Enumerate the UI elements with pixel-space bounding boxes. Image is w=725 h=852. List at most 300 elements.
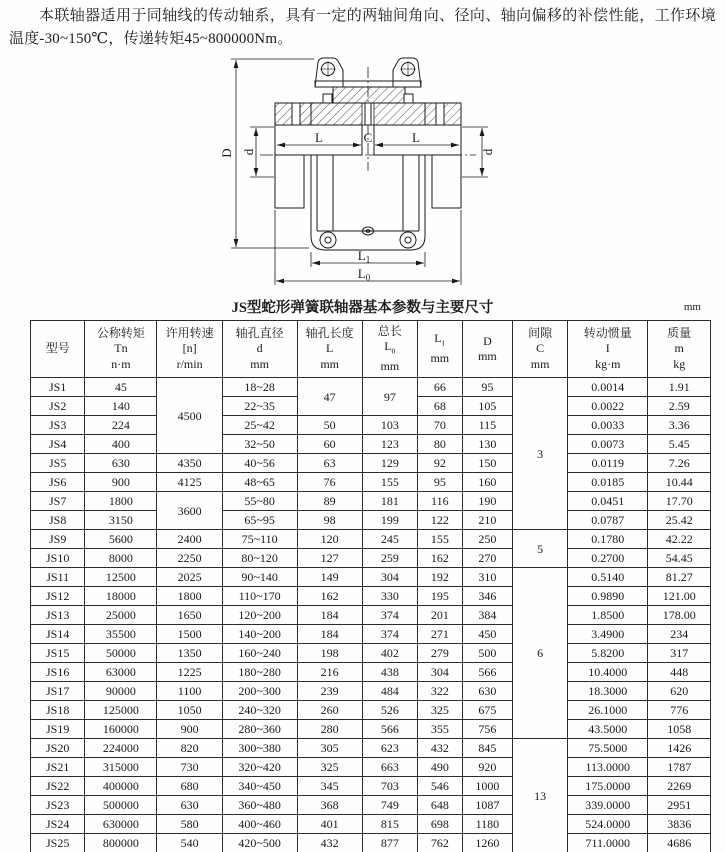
table-cell: JS12 [31,587,85,606]
table-cell: 129 [362,454,417,473]
table-row [31,454,711,473]
table-cell: 260 [297,701,362,720]
table-cell: JS8 [31,511,85,530]
table-cell: 92 [417,454,462,473]
table-cell: 150 [462,454,512,473]
table-row [31,644,711,663]
table-cell: 68 [417,397,462,416]
spec-table-head [31,321,711,378]
table-cell: 76 [297,473,362,492]
table-cell: 8000 [85,549,157,568]
spec-table [30,320,711,852]
table-cell: 55~80 [222,492,297,511]
table-cell: JS16 [31,663,85,682]
table-cell: JS21 [31,758,85,777]
table-cell: 13 [513,739,568,852]
table-cell: 3150 [85,511,157,530]
table-cell: 279 [417,644,462,663]
table-row [31,777,711,796]
table-cell: 877 [362,834,417,852]
table-row [31,473,711,492]
table-row [31,739,711,758]
table-cell: 815 [362,815,417,834]
table-cell: 280 [297,720,362,739]
right-hub-lower [432,155,461,208]
table-cell: JS10 [31,549,85,568]
table-cell: JS5 [31,454,85,473]
table-row [31,530,711,549]
table-cell: 5600 [85,530,157,549]
table-cell: 105 [462,397,512,416]
table-cell: 339.0000 [568,796,648,815]
table-cell: 623 [362,739,417,758]
table-cell: JS25 [31,834,85,852]
table-cell: 271 [417,625,462,644]
table-row [31,796,711,815]
table-row [31,492,711,511]
table-cell: 730 [157,758,222,777]
table-cell: 776 [648,701,711,720]
table-row [31,587,711,606]
table-cell: 120~200 [222,606,297,625]
coupling-drawing [176,53,544,298]
table-cell: 4350 [157,454,222,473]
table-cell: JS24 [31,815,85,834]
table-cell: 3836 [648,815,711,834]
table-cell: 1000 [462,777,512,796]
table-cell: 130 [462,435,512,454]
table-cell: JS14 [31,625,85,644]
column-header: 总长 $L_0$ mm [362,321,417,378]
left-cover-bolt [323,94,332,103]
table-cell: 75~110 [222,530,297,549]
table-cell: 240~320 [222,701,297,720]
table-cell: 1787 [648,758,711,777]
table-cell: 75.5000 [568,739,648,758]
table-cell: 360~480 [222,796,297,815]
table-cell: JS20 [31,739,85,758]
table-cell: 500000 [85,796,157,815]
table-cell: 4500 [157,378,222,454]
spring-cover [333,87,405,103]
table-cell: 630 [85,454,157,473]
table-cell: 630 [157,796,222,815]
table-cell: 900 [85,473,157,492]
left-bolt [320,232,336,248]
table-cell: 195 [417,587,462,606]
table-cell: 18.3000 [568,682,648,701]
table-cell: 920 [462,758,512,777]
table-cell: JS22 [31,777,85,796]
table-cell: 125000 [85,701,157,720]
table-cell: 0.0185 [568,473,648,492]
spec-table-body [31,378,711,852]
table-cell: 1800 [157,587,222,606]
table-row [31,625,711,644]
table-cell: 711.0000 [568,834,648,852]
table-title: JS型蛇形弹簧联轴器基本参数与主要尺寸 [231,300,494,316]
table-cell: 648 [417,796,462,815]
table-cell: 90000 [85,682,157,701]
table-cell: 1426 [648,739,711,758]
table-row [31,663,711,682]
table-cell: 198 [297,644,362,663]
table-cell: 22~35 [222,397,297,416]
dim-label-L-right: L [412,130,420,145]
table-row [31,815,711,834]
table-cell: 762 [417,834,462,852]
table-cell: 160 [462,473,512,492]
dim-label-L-left: L [315,130,323,145]
table-cell: 210 [462,511,512,530]
table-cell: 1087 [462,796,512,815]
table-cell: 81.27 [648,568,711,587]
table-cell: 540 [157,834,222,852]
table-cell: JS4 [31,435,85,454]
table-cell: 546 [417,777,462,796]
table-row [31,720,711,739]
left-hub-lower [275,155,304,208]
column-header: $L_1$ mm [417,321,462,378]
table-cell: 0.2700 [568,549,648,568]
column-header: 公称转矩 Tn n·m [85,321,157,378]
table-cell: 703 [362,777,417,796]
table-cell: 448 [648,663,711,682]
table-cell: JS2 [31,397,85,416]
dim-label-d-right: d [480,148,495,156]
table-row [31,435,711,454]
table-cell: JS1 [31,378,85,397]
table-cell: 4125 [157,473,222,492]
table-cell: 155 [417,530,462,549]
table-cell: 192 [417,568,462,587]
table-row [31,701,711,720]
table-cell: 698 [417,815,462,834]
table-cell: 340~450 [222,777,297,796]
table-cell: 5.8200 [568,644,648,663]
table-cell: 630000 [85,815,157,834]
table-cell: 322 [417,682,462,701]
table-cell: 123 [362,435,417,454]
table-cell: 259 [362,549,417,568]
table-cell: 175.0000 [568,777,648,796]
table-cell: 1058 [648,720,711,739]
table-row [31,511,711,530]
table-cell: JS19 [31,720,85,739]
table-cell: 5.45 [648,435,711,454]
right-bolt [400,232,416,248]
table-cell: 155 [362,473,417,492]
table-cell: 250 [462,530,512,549]
table-title-row [0,299,725,317]
table-cell: 1500 [157,625,222,644]
table-cell: 1.91 [648,378,711,397]
table-cell: 756 [462,720,512,739]
table-cell: 402 [362,644,417,663]
table-cell: 5 [513,530,568,568]
table-row [31,606,711,625]
table-cell: 160000 [85,720,157,739]
table-cell: 89 [297,492,362,511]
table-cell: 0.0033 [568,416,648,435]
table-cell: 1.8500 [568,606,648,625]
table-cell: 0.0014 [568,378,648,397]
table-cell: 63000 [85,663,157,682]
table-cell: 245 [362,530,417,549]
dim-label-C: C [363,130,373,145]
table-cell: 7.26 [648,454,711,473]
column-header: 轴孔直径 d mm [222,321,297,378]
table-cell: 110~170 [222,587,297,606]
table-cell: 6 [513,568,568,739]
table-cell: 43.5000 [568,720,648,739]
table-cell: 224000 [85,739,157,758]
table-cell: 48~65 [222,473,297,492]
table-cell: 355 [417,720,462,739]
table-cell: 680 [157,777,222,796]
dim-label-D: D [219,148,234,158]
table-cell: 25.42 [648,511,711,530]
table-cell: 1650 [157,606,222,625]
table-cell: 374 [362,606,417,625]
table-cell: 1800 [85,492,157,511]
table-cell: 675 [462,701,512,720]
table-cell: 305 [297,739,362,758]
table-cell: 25~42 [222,416,297,435]
table-cell: 317 [648,644,711,663]
table-cell: 900 [157,720,222,739]
table-cell: 500 [462,644,512,663]
table-cell: 330 [362,587,417,606]
table-cell: 320~420 [222,758,297,777]
table-cell: 0.5140 [568,568,648,587]
table-cell: 420~500 [222,834,297,852]
table-row [31,758,711,777]
table-cell: 0.9890 [568,587,648,606]
table-row [31,682,711,701]
table-cell: 184 [297,606,362,625]
table-cell: 42.22 [648,530,711,549]
table-cell: 121.00 [648,587,711,606]
table-cell: 10.44 [648,473,711,492]
table-cell: 50 [297,416,362,435]
table-cell: 325 [297,758,362,777]
table-cell: 450 [462,625,512,644]
table-cell: 566 [362,720,417,739]
table-cell: 400~460 [222,815,297,834]
table-row [31,416,711,435]
dim-label-L1: L1 [357,248,371,265]
table-cell: JS18 [31,701,85,720]
table-cell: JS9 [31,530,85,549]
table-cell: 122 [417,511,462,530]
table-cell: 25000 [85,606,157,625]
column-header: 许用转速 [n] r/min [157,321,222,378]
table-cell: 47 [297,378,362,416]
table-cell: 66 [417,378,462,397]
table-cell: 10.4000 [568,663,648,682]
table-cell: 3.36 [648,416,711,435]
table-cell: 60 [297,435,362,454]
table-cell: 120 [297,530,362,549]
table-cell: 65~95 [222,511,297,530]
table-cell: 98 [297,511,362,530]
table-cell: 50000 [85,644,157,663]
table-cell: 1225 [157,663,222,682]
table-cell: 270 [462,549,512,568]
table-cell: 0.0022 [568,397,648,416]
table-cell: 2951 [648,796,711,815]
table-cell: 1180 [462,815,512,834]
table-cell: 162 [297,587,362,606]
table-cell: 95 [462,378,512,397]
table-cell: 190 [462,492,512,511]
table-cell: JS7 [31,492,85,511]
table-row [31,834,711,852]
table-cell: 115 [462,416,512,435]
table-cell: 234 [648,625,711,644]
table-cell: 54.45 [648,549,711,568]
table-cell: 178.00 [648,606,711,625]
table-cell: 149 [297,568,362,587]
table-cell: 280~360 [222,720,297,739]
right-cover-bolt [404,94,413,103]
table-cell: 526 [362,701,417,720]
table-cell: 566 [462,663,512,682]
table-cell: 400 [85,435,157,454]
table-cell: 113.0000 [568,758,648,777]
table-cell: 180~280 [222,663,297,682]
table-cell: 184 [297,625,362,644]
table-cell: 304 [417,663,462,682]
table-cell: 2025 [157,568,222,587]
table-cell: JS11 [31,568,85,587]
intro-paragraph: 本联轴器适用于同轴线的传动轴系，具有一定的两轴间角向、径向、轴向偏移的补偿性能，工作环境温度-30~150℃，传递转矩45~800000Nm。 [9,8,716,47]
table-cell: 45 [85,378,157,397]
column-header: 质量 m kg [648,321,711,378]
table-cell: 160~240 [222,644,297,663]
column-header: D mm [462,321,512,378]
table-cell: 70 [417,416,462,435]
table-cell: 0.0787 [568,511,648,530]
table-cell: 90~140 [222,568,297,587]
table-cell: 3.4900 [568,625,648,644]
table-cell: 12500 [85,568,157,587]
header-row [31,321,711,378]
table-cell: 116 [417,492,462,511]
table-cell: 3600 [157,492,222,530]
table-cell: 4686 [648,834,711,852]
table-cell: 80~120 [222,549,297,568]
table-cell: 432 [417,739,462,758]
table-cell: 310 [462,568,512,587]
table-cell: 162 [417,549,462,568]
table-cell: 374 [362,625,417,644]
table-cell: 18~28 [222,378,297,397]
table-cell: 2400 [157,530,222,549]
table-cell: 181 [362,492,417,511]
table-cell: 103 [362,416,417,435]
table-cell: 95 [417,473,462,492]
table-cell: 127 [297,549,362,568]
table-cell: 200~300 [222,682,297,701]
table-cell: 40~56 [222,454,297,473]
table-cell: 63 [297,454,362,473]
table-cell: 345 [297,777,362,796]
table-cell: 0.0451 [568,492,648,511]
table-cell: JS15 [31,644,85,663]
table-cell: 140 [85,397,157,416]
table-cell: 1260 [462,834,512,852]
table-cell: JS23 [31,796,85,815]
table-cell: 368 [297,796,362,815]
table-cell: 438 [362,663,417,682]
table-cell: 239 [297,682,362,701]
table-cell: 140~200 [222,625,297,644]
table-cell: 432 [297,834,362,852]
table-cell: 0.0119 [568,454,648,473]
table-cell: 26.1000 [568,701,648,720]
table-cell: 400000 [85,777,157,796]
table-cell: 401 [297,815,362,834]
table-cell: 17.70 [648,492,711,511]
table-row [31,378,711,397]
table-cell: 1350 [157,644,222,663]
table-cell: 199 [362,511,417,530]
table-cell: 384 [462,606,512,625]
table-cell: 490 [417,758,462,777]
table-cell: 325 [417,701,462,720]
table-cell: 201 [417,606,462,625]
column-header: 型号 [31,321,85,378]
table-cell: 1100 [157,682,222,701]
table-cell: 18000 [85,587,157,606]
table-cell: 524.0000 [568,815,648,834]
table-cell: 304 [362,568,417,587]
table-cell: 97 [362,378,417,416]
column-header: 轴孔长度 L mm [297,321,362,378]
table-cell: JS3 [31,416,85,435]
table-cell: 0.0073 [568,435,648,454]
column-header: 转动惯量 I kg·m [568,321,648,378]
table-cell: 300~380 [222,739,297,758]
table-cell: 1050 [157,701,222,720]
table-cell: 663 [362,758,417,777]
table-cell: 315000 [85,758,157,777]
table-cell: 580 [157,815,222,834]
table-cell: 3 [513,378,568,530]
table-cell: 620 [648,682,711,701]
table-cell: 484 [362,682,417,701]
dim-label-d-left: d [241,148,256,156]
table-cell: 346 [462,587,512,606]
table-cell: 749 [362,796,417,815]
table-row [31,549,711,568]
table-cell: 800000 [85,834,157,852]
table-cell: 0.1780 [568,530,648,549]
table-cell: 2250 [157,549,222,568]
column-header: 间隙 C mm [513,321,568,378]
unit-label: mm [683,301,701,313]
table-cell: JS17 [31,682,85,701]
table-cell: 2269 [648,777,711,796]
table-cell: 845 [462,739,512,758]
table-row [31,568,711,587]
table-cell: 80 [417,435,462,454]
table-cell: 216 [297,663,362,682]
table-cell: JS13 [31,606,85,625]
table-cell: 820 [157,739,222,758]
